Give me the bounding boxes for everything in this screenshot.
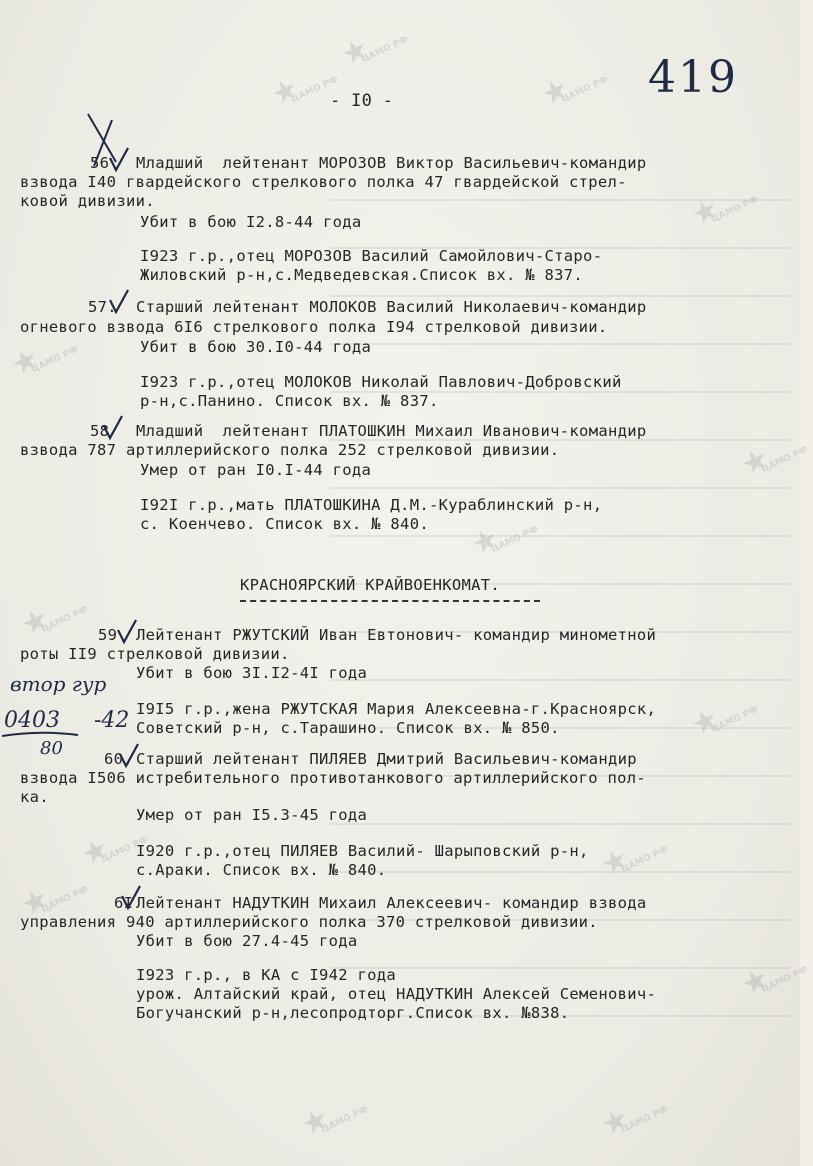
typed-line: КРАСНОЯРСКИЙ КРАЙВОЕНКОМАТ. [240, 576, 501, 594]
handwritten-note: -42 [94, 708, 130, 733]
archive-watermark [464, 510, 540, 570]
typed-line: ка. [20, 788, 49, 806]
star-icon: ★ [75, 830, 115, 874]
checkmark-icon [120, 884, 142, 910]
handwritten-note: 0403 [4, 708, 60, 733]
watermark-text: ЦАМО РФ [559, 74, 610, 106]
checkmark-icon [102, 414, 124, 440]
watermark-text: ЦАМО РФ [619, 844, 670, 876]
typed-line: взвода I40 гвардейского стрелкового полка 47 гвардейской стрел- [20, 173, 627, 191]
typed-line: взвода I506 истребительного противотанкового артиллерийского пол- [20, 769, 647, 787]
section-heading-underline [240, 600, 540, 604]
typed-line: Советский р-н, с.Тарашино. Список вх. № 850. [136, 719, 560, 737]
watermark-text: ЦАМО РФ [39, 884, 90, 916]
star-icon: ★ [15, 600, 55, 644]
typed-line: 59 [98, 626, 118, 644]
typed-line: 6I [114, 894, 134, 912]
typed-line: Лейтенант РЖУТСКИЙ Иван Евтонович- командир минометной [136, 626, 657, 644]
typed-line: управления 940 артиллерийского полка 370 стрелковой дивизии. [20, 913, 598, 931]
star-icon: ★ [465, 520, 505, 564]
typed-line: Старший лейтенант МОЛОКОВ Василий Николаевич-командир [136, 298, 647, 316]
star-icon: ★ [685, 700, 725, 744]
star-icon: ★ [295, 1100, 335, 1144]
star-icon: ★ [595, 840, 635, 884]
archive-watermark [334, 20, 410, 80]
archive-page-number: 419 [648, 52, 738, 103]
typed-line: Убит в бою I2.8-44 года [140, 213, 362, 231]
watermark-text: ЦАМО РФ [29, 344, 80, 376]
archive-watermark [264, 60, 340, 120]
watermark-text: ЦАМО РФ [359, 34, 410, 66]
typed-line: р-н,с.Панино. Список вх. № 837. [140, 392, 439, 410]
typed-line: роты II9 стрелковой дивизии. [20, 645, 290, 663]
watermark-text: ЦАМО РФ [489, 524, 540, 556]
typed-line: Умер от ран I5.3-45 года [136, 806, 368, 824]
typed-line: взвода 787 артиллерийского полка 252 стрелковой дивизии. [20, 441, 560, 459]
star-icon: ★ [735, 960, 775, 1004]
archive-watermark [294, 1090, 370, 1150]
typed-line: с. Коенчево. Список вх. № 840. [140, 515, 429, 533]
typed-line: 57. [88, 298, 117, 316]
watermark-text: ЦАМО РФ [619, 1104, 670, 1136]
typed-line: I9I5 г.р.,жена РЖУТСКАЯ Мария Алексеевна-г.Красноярск, [136, 700, 657, 718]
checkmark-icon [118, 742, 140, 768]
typed-line: огневого взвода 6I6 стрелкового полка I94 стрелковой дивизии. [20, 318, 608, 336]
typed-line: урож. Алтайский край, отец НАДУТКИН Алексей Семенович- [136, 985, 657, 1003]
star-icon: ★ [15, 880, 55, 924]
typed-line: I923 г.р.,отец МОРОЗОВ Василий Самойлович-Старо- [140, 247, 603, 265]
typed-line: Убит в бою 27.4-45 года [136, 932, 358, 950]
typed-line: 56 [90, 154, 110, 172]
typed-line: Старший лейтенант ПИЛЯЕВ Дмитрий Васильевич-командир [136, 750, 637, 768]
typed-line: Младший лейтенант МОРОЗОВ Виктор Васильевич-командир [136, 154, 647, 172]
watermark-text: ЦАМО РФ [759, 444, 810, 476]
typed-line: Младший лейтенант ПЛАТОШКИН Михаил Иванович-командир [136, 422, 647, 440]
star-icon: ★ [335, 30, 375, 74]
archive-watermark [4, 330, 80, 390]
archive-watermark [534, 60, 610, 120]
archive-watermark [74, 820, 150, 880]
handwritten-note: 80 [40, 738, 63, 759]
watermark-text: ЦАМО РФ [709, 194, 760, 226]
checkmark-icon [108, 146, 130, 172]
typed-line: Лейтенант НАДУТКИН Михаил Алексеевич- командир взвода [136, 894, 647, 912]
typed-line: Богучанский р-н,лесопродторг.Список вх. №838. [136, 1004, 570, 1022]
archive-watermark [734, 950, 810, 1010]
watermark-text: ЦАМО РФ [319, 1104, 370, 1136]
handwritten-underline-icon [0, 730, 80, 740]
watermark-text: ЦАМО РФ [289, 74, 340, 106]
typed-line: Убит в бою 30.I0-44 года [140, 338, 372, 356]
checkmark-icon [108, 288, 130, 314]
typed-line: 58 [90, 422, 110, 440]
typed-line: I923 г.р., в КА с I942 года [136, 966, 397, 984]
typed-line: 60. [104, 750, 133, 768]
archive-watermark [684, 180, 760, 240]
star-icon: ★ [265, 70, 305, 114]
page-number: - I0 - [330, 91, 394, 111]
typed-line: Убит в бою 3I.I2-4I года [136, 664, 368, 682]
typed-line: I92I г.р.,мать ПЛАТОШКИНА Д.М.-Кураблинский р-н, [140, 496, 603, 514]
typed-line: ковой дивизии. [20, 192, 155, 210]
archive-watermark [734, 430, 810, 490]
typed-line: I920 г.р.,отец ПИЛЯЕВ Василий- Шарыповский р-н, [136, 842, 589, 860]
typed-line: I923 г.р.,отец МОЛОКОВ Николай Павлович-Добровский [140, 373, 622, 391]
watermark-text: ЦАМО РФ [39, 604, 90, 636]
typed-line: с.Араки. Список вх. № 840. [136, 861, 387, 879]
star-icon: ★ [5, 340, 45, 384]
archive-watermark [594, 830, 670, 890]
typed-line: Умер от ран I0.I-44 года [140, 461, 372, 479]
archive-watermark [684, 690, 760, 750]
handwritten-note: втор гур [10, 672, 107, 696]
watermark-text: ЦАМО РФ [709, 704, 760, 736]
star-icon: ★ [595, 1100, 635, 1144]
star-icon: ★ [685, 190, 725, 234]
watermark-text: ЦАМО РФ [99, 834, 150, 866]
archive-watermark [594, 1090, 670, 1150]
typed-line: Жиловский р-н,с.Медведевская.Список вх. № 837. [140, 266, 584, 284]
star-icon: ★ [735, 440, 775, 484]
star-icon: ★ [535, 70, 575, 114]
archive-watermark [14, 590, 90, 650]
checkmark-icon [116, 618, 138, 644]
watermark-text: ЦАМО РФ [759, 964, 810, 996]
